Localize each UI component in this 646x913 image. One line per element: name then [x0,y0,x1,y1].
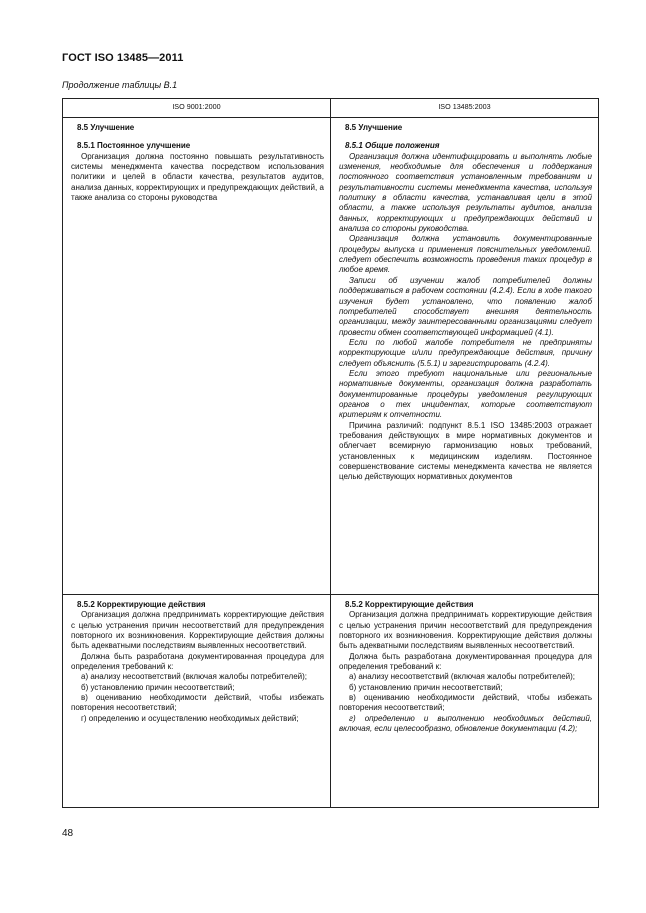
list-item: в) оцениванию необходимости действий, чтобы избежать повторения несоответствий; [339,693,592,713]
list-item: г) определению и осуществлению необходимых действий; [81,713,299,723]
column-header-iso13485: ISO 13485:2003 [331,99,599,118]
table-caption: Продолжение таблицы В.1 [62,80,178,90]
section-heading: 8.5 Улучшение [345,123,403,132]
subsection-heading: 8.5.1 Общие положения [345,141,440,151]
table-row [63,595,599,808]
paragraph: Записи об изучении жалоб потребителей должны поддерживаться в рабочем состоянии (4.2.4). Если в ходе такого изучения будет установлено, что появлению жалоб потребителей способствует внешняя деятельность организации, между заинтересованными организациями следует провести обмен соответствующей информацией (4.1). [339,275,592,337]
paragraph: Организация должна идентифицировать и выполнять любые изменения, необходимые для обеспечения и поддержания постоянного соответствия установленным требованиям и результативности системы менеджмента качества, используя политику в области качества, устанавливая цели в этой области, а также используя результаты аудитов, анализа данных, корректирующих и предупреждающих действий и анализа со стороны руководства. [339,151,592,234]
list-item: а) анализу несоответствий (включая жалобы потребителей); [81,672,308,682]
paragraph: Организация должна установить документированные процедуры выпуска и применения пояснительных уведомлений. следует обеспечить возможность проведения таких процедур в любое время. [339,234,592,275]
paragraph: Организация должна предпринимать корректирующие действия с целью устранения причин несоответствий для предупреждения повторного их возникновения. Корректирующие действия должны быть адекватными последствиям выявленных несоответствий. [71,610,324,651]
cell-iso13485-corrective [331,595,599,808]
table-row [63,118,599,595]
cell-iso9001-corrective [63,595,331,808]
list-item: а) анализу несоответствий (включая жалобы потребителей); [349,672,576,682]
paragraph: Должна быть разработана документированная процедура для определения требований к: [71,651,324,672]
list-item: г) определению и выполнению необходимых действий, включая, если целесообразно, обновление документации (4.2); [339,713,592,734]
section-heading: 8.5 Улучшение [77,123,135,132]
paragraph: Организация должна постоянно повышать результативность системы менеджмента качества посредством использования политики и целей в области качества, результатов аудитов, анализа данных, корректирующих и предупреждающих действий, а также анализа со стороны руководства [71,151,324,203]
document-title: ГОСТ ISO 13485—2011 [62,52,184,64]
column-header-iso9001: ISO 9001:2000 [63,99,331,118]
page-number: 48 [62,828,74,839]
list-item: б) установлению причин несоответствий; [81,682,235,692]
paragraph: Если этого требуют национальные или региональные нормативные документы, организация должна разработать документированные процедуры уведомления регулирующих органов о тех инцидентах, которые соответствуют критериям к отчетности. [339,368,592,420]
subsection-heading: 8.5.1 Постоянное улучшение [77,141,191,151]
cell-iso13485-improvement [331,118,599,595]
table-header-row [63,99,599,118]
paragraph: Должна быть разработана документированная процедура для определения требований к: [339,651,592,672]
subsection-heading: 8.5.2 Корректирующие действия [345,600,474,609]
list-item: в) оцениванию необходимости действий, чтобы избежать повторения несоответствий; [71,693,324,713]
paragraph: Причина различий: подпункт 8.5.1 ISO 13485:2003 отражает требования действующих в мире нормативных документов и облегчает всемирную гармонизацию новых требований, установленных к медицинским изделиям. Постоянное совершенствование системы менеджмента качества не является целью действующих нормативных документов [339,420,592,482]
paragraph: Если по любой жалобе потребителя не предприняты корректирующие и/или предупреждающие действия, причину следует объяснить (5.5.1) и зарегистрировать (4.2.4). [339,337,592,368]
subsection-heading: 8.5.2 Корректирующие действия [77,600,206,609]
list-item: б) установлению причин несоответствий; [349,682,503,692]
cell-iso9001-improvement [63,118,331,595]
paragraph: Организация должна предпринимать корректирующие действия с целью устранения причин несоответствий для предупреждения повторного их возникновения. Корректирующие действия должны быть адекватными последствиям выявленных несоответствий. [339,610,592,651]
comparison-table [62,98,599,808]
